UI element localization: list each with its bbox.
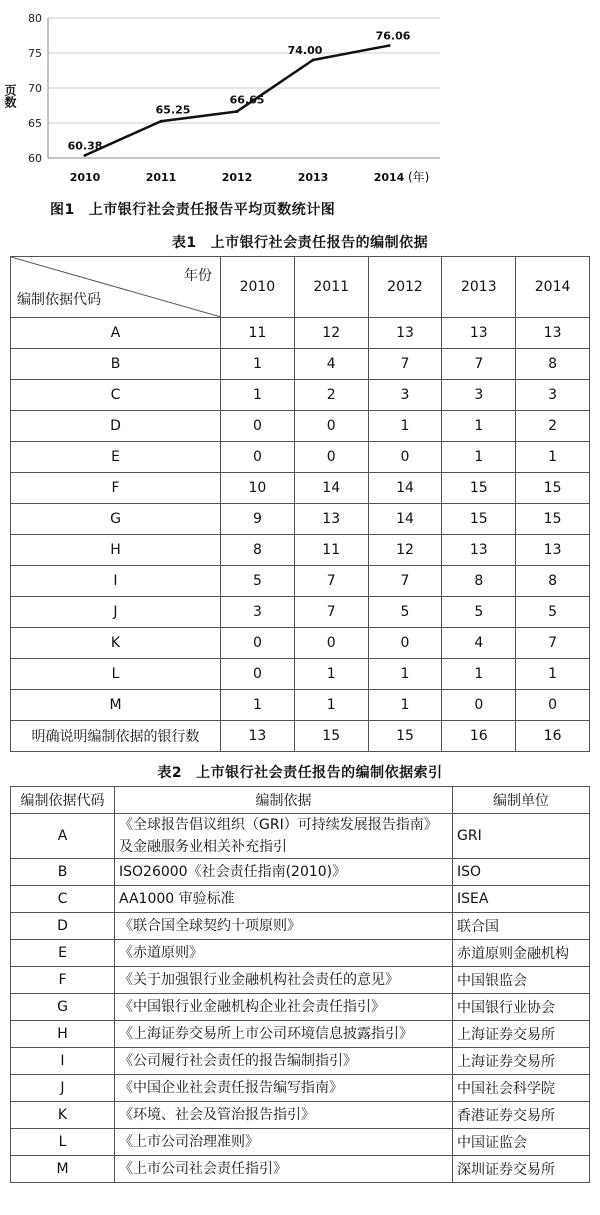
table1-value-cell: 14	[294, 473, 368, 504]
table2-basis-cell: 《环境、社会及管治报告指引》	[115, 1102, 453, 1129]
table2-code-cell: I	[11, 1048, 115, 1075]
table1-value-cell: 5	[516, 597, 590, 628]
table2-basis-cell: 《公司履行社会责任的报告编制指引》	[115, 1048, 453, 1075]
table2-org-cell: ISEA	[453, 886, 590, 913]
table1-code-cell: J	[11, 597, 221, 628]
table1-number: 表1	[171, 235, 197, 251]
table2	[10, 786, 590, 1183]
y-axis-label	[3, 83, 17, 109]
table2-row	[11, 1048, 590, 1075]
table2-basis-cell: ISO26000《社会责任指南(2010)》	[115, 859, 453, 886]
table1-year-header: 2010	[221, 257, 295, 318]
table2-body	[11, 814, 590, 1183]
table1-row	[11, 659, 590, 690]
table1-value-cell: 1	[368, 411, 442, 442]
table2-basis-cell: 《中国企业社会责任报告编写指南》	[115, 1075, 453, 1102]
table1-value-cell: 2	[516, 411, 590, 442]
table2-basis-cell: 《全球报告倡议组织（GRI）可持续发展报告指南》及金融服务业相关补充指引	[115, 814, 453, 859]
table1-value-cell: 1	[442, 659, 516, 690]
table1-value-cell: 13	[442, 318, 516, 349]
table1-row	[11, 442, 590, 473]
table1-value-cell: 15	[516, 504, 590, 535]
table1-header-row	[11, 257, 590, 318]
table1-value-cell: 13	[368, 318, 442, 349]
table1-body	[11, 318, 590, 752]
table1-value-cell: 0	[221, 628, 295, 659]
table2-basis-cell: 《联合国全球契约十项原则》	[115, 913, 453, 940]
table1-value-cell: 13	[221, 721, 295, 752]
table1-value-cell: 7	[294, 597, 368, 628]
table1-value-cell: 13	[294, 504, 368, 535]
table2-row	[11, 886, 590, 913]
table1-value-cell: 10	[221, 473, 295, 504]
table2-basis-cell: 《中国银行业金融机构企业社会责任指引》	[115, 994, 453, 1021]
table2-basis-cell: 《赤道原则》	[115, 940, 453, 967]
y-axis-label-text: 页数	[3, 84, 17, 108]
line-chart	[0, 0, 600, 195]
table1-code-cell: L	[11, 659, 221, 690]
table1-row	[11, 566, 590, 597]
table2-row	[11, 814, 590, 859]
table1-value-cell: 11	[294, 535, 368, 566]
table1-year-header: 2011	[294, 257, 368, 318]
table2-code-cell: J	[11, 1075, 115, 1102]
data-label: 66.65	[229, 93, 265, 107]
table1-value-cell: 7	[442, 349, 516, 380]
table2-code-cell: F	[11, 967, 115, 994]
table1-value-cell: 12	[294, 318, 368, 349]
table2-org-cell: 香港证券交易所	[453, 1102, 590, 1129]
table2-code-cell: B	[11, 859, 115, 886]
y-tick-label: 70	[28, 82, 42, 95]
table2-code-cell: K	[11, 1102, 115, 1129]
table1-value-cell: 1	[221, 349, 295, 380]
table1-value-cell: 0	[368, 442, 442, 473]
table2-row	[11, 1021, 590, 1048]
data-label: 65.25	[155, 103, 191, 117]
table1-value-cell: 16	[442, 721, 516, 752]
y-tick-label: 75	[28, 47, 42, 60]
data-point	[160, 120, 163, 123]
table1-value-cell: 7	[294, 566, 368, 597]
table1-year-header: 2013	[442, 257, 516, 318]
table2-code-cell: D	[11, 913, 115, 940]
table1-value-cell: 4	[442, 628, 516, 659]
table1-value-cell: 14	[368, 473, 442, 504]
table2-code-cell: C	[11, 886, 115, 913]
table1-row	[11, 535, 590, 566]
data-label: 74.00	[287, 44, 323, 57]
data-point	[84, 154, 87, 157]
table1-value-cell: 3	[221, 597, 295, 628]
table1-value-cell: 8	[516, 349, 590, 380]
table1-value-cell: 13	[516, 535, 590, 566]
table1-value-cell: 0	[221, 659, 295, 690]
table2-header-basis: 编制依据	[115, 787, 453, 814]
table1-code-cell: M	[11, 690, 221, 721]
table2-basis-cell: 《关于加强银行业金融机构社会责任的意见》	[115, 967, 453, 994]
x-tick-label: 2012	[221, 171, 253, 184]
table1-value-cell: 1	[221, 690, 295, 721]
table1-value-cell: 8	[442, 566, 516, 597]
table1-row	[11, 628, 590, 659]
table2-row	[11, 994, 590, 1021]
table1-value-cell: 15	[294, 721, 368, 752]
table1-value-cell: 0	[294, 628, 368, 659]
table2-row	[11, 940, 590, 967]
table1-row	[11, 504, 590, 535]
table1-value-cell: 7	[368, 349, 442, 380]
figure-number: 图1	[50, 202, 75, 218]
table1-value-cell: 3	[368, 380, 442, 411]
table1-code-cell: A	[11, 318, 221, 349]
table1-code-cell: F	[11, 473, 221, 504]
table1-caption	[0, 232, 600, 252]
table1-value-cell: 0	[294, 442, 368, 473]
x-tick-label: 2011	[145, 171, 177, 184]
table1-row	[11, 597, 590, 628]
table2-code-cell: H	[11, 1021, 115, 1048]
table1-value-cell: 7	[368, 566, 442, 597]
table2-org-cell: 赤道原则金融机构	[453, 940, 590, 967]
table1-value-cell: 1	[368, 690, 442, 721]
table1-code-cell: I	[11, 566, 221, 597]
table2-code-cell: L	[11, 1129, 115, 1156]
table1-value-cell: 13	[516, 318, 590, 349]
table1-value-cell: 5	[368, 597, 442, 628]
table1-value-cell: 3	[516, 380, 590, 411]
table2-number: 表2	[157, 765, 183, 781]
table1-value-cell: 0	[294, 411, 368, 442]
table2-org-cell: 上海证券交易所	[453, 1048, 590, 1075]
table1-title: 上市银行社会责任报告的编制依据	[210, 235, 429, 251]
y-axis-ticks	[28, 12, 42, 165]
table1-value-cell: 15	[442, 504, 516, 535]
table1-code-cell: K	[11, 628, 221, 659]
table2-org-cell: GRI	[453, 814, 590, 859]
table1-value-cell: 0	[368, 628, 442, 659]
table1-code-cell: B	[11, 349, 221, 380]
table1-value-cell: 0	[221, 442, 295, 473]
table2-basis-cell: AA1000 审验标准	[115, 886, 453, 913]
table1-year-header: 2012	[368, 257, 442, 318]
table1-row	[11, 349, 590, 380]
table1-row	[11, 473, 590, 504]
table1-value-cell: 1	[294, 659, 368, 690]
table1-value-cell: 1	[442, 442, 516, 473]
table2-row	[11, 1156, 590, 1183]
table2-row	[11, 1075, 590, 1102]
table2-org-cell: 中国银监会	[453, 967, 590, 994]
table1-code-cell: E	[11, 442, 221, 473]
table1-value-cell: 15	[442, 473, 516, 504]
x-axis-ticks	[70, 171, 405, 184]
table1-row	[11, 318, 590, 349]
corner-header-code: 编制依据代码	[17, 292, 101, 308]
table1-value-cell: 1	[442, 411, 516, 442]
table1-value-cell: 1	[516, 659, 590, 690]
table1-value-cell: 1	[368, 659, 442, 690]
table1-value-cell: 1	[221, 380, 295, 411]
table2-row	[11, 967, 590, 994]
table1-row	[11, 380, 590, 411]
x-axis-unit: (年)	[408, 170, 430, 184]
table2-header-code: 编制依据代码	[11, 787, 115, 814]
table2-org-cell: 联合国	[453, 913, 590, 940]
table2-header-row	[11, 787, 590, 814]
table1-code-cell: C	[11, 380, 221, 411]
table1-year-header: 2014	[516, 257, 590, 318]
table1-value-cell: 0	[221, 411, 295, 442]
table2-header-org: 编制单位	[453, 787, 590, 814]
table1-value-cell: 15	[516, 473, 590, 504]
table1-value-cell: 3	[442, 380, 516, 411]
table1-value-cell: 15	[368, 721, 442, 752]
table1-value-cell: 0	[442, 690, 516, 721]
table1-value-cell: 0	[516, 690, 590, 721]
table2-title: 上市银行社会责任报告的编制依据索引	[196, 765, 443, 781]
table1-row	[11, 690, 590, 721]
table2-row	[11, 859, 590, 886]
table1-row	[11, 411, 590, 442]
table2-code-cell: G	[11, 994, 115, 1021]
table1-code-cell: G	[11, 504, 221, 535]
data-point	[236, 110, 239, 113]
corner-header-year: 年份	[184, 268, 212, 284]
table1-value-cell: 5	[442, 597, 516, 628]
table1-value-cell: 2	[294, 380, 368, 411]
x-tick-label: 2013	[297, 171, 329, 184]
table2-caption	[0, 762, 600, 782]
table2-row	[11, 913, 590, 940]
table2-code-cell: M	[11, 1156, 115, 1183]
table1-value-cell: 12	[368, 535, 442, 566]
table2-org-cell: ISO	[453, 859, 590, 886]
table1-value-cell: 9	[221, 504, 295, 535]
table2-org-cell: 中国社会科学院	[453, 1075, 590, 1102]
table1-code-cell: H	[11, 535, 221, 566]
table1-value-cell: 16	[516, 721, 590, 752]
table1-value-cell: 1	[294, 690, 368, 721]
y-tick-label: 65	[28, 117, 42, 130]
figure-caption	[50, 199, 335, 219]
x-tick-label: 2014	[373, 171, 405, 184]
table1-value-cell: 4	[294, 349, 368, 380]
table1-value-cell: 8	[516, 566, 590, 597]
table1-value-cell: 5	[221, 566, 295, 597]
table1-value-cell: 13	[442, 535, 516, 566]
table1-value-cell: 14	[368, 504, 442, 535]
table1-value-cell: 7	[516, 628, 590, 659]
chart-data-labels	[68, 30, 411, 153]
data-point	[312, 59, 315, 62]
table1	[10, 256, 590, 752]
table1-code-cell: 明确说明编制依据的银行数	[11, 721, 221, 752]
table2-org-cell: 上海证券交易所	[453, 1021, 590, 1048]
table2-row	[11, 1102, 590, 1129]
table1-value-cell: 11	[221, 318, 295, 349]
table2-org-cell: 深圳证券交易所	[453, 1156, 590, 1183]
table1-row	[11, 721, 590, 752]
data-label: 76.06	[375, 29, 411, 43]
figure-title: 上市银行社会责任报告平均页数统计图	[88, 202, 336, 218]
data-label: 60.38	[67, 139, 103, 153]
table1-value-cell: 1	[516, 442, 590, 473]
table1-corner-header	[11, 257, 221, 318]
table2-org-cell: 中国银行业协会	[453, 994, 590, 1021]
table2-basis-cell: 《上市公司治理准则》	[115, 1129, 453, 1156]
table2-basis-cell: 《上市公司社会责任指引》	[115, 1156, 453, 1183]
table2-org-cell: 中国证监会	[453, 1129, 590, 1156]
table2-basis-cell: 《上海证券交易所上市公司环境信息披露指引》	[115, 1021, 453, 1048]
table2-code-cell: E	[11, 940, 115, 967]
y-tick-label: 80	[28, 12, 42, 25]
data-point	[388, 44, 391, 47]
table2-row	[11, 1129, 590, 1156]
table1-value-cell: 8	[221, 535, 295, 566]
table2-code-cell: A	[11, 814, 115, 859]
x-tick-label: 2010	[69, 171, 101, 184]
y-tick-label: 60	[28, 152, 42, 165]
table1-code-cell: D	[11, 411, 221, 442]
